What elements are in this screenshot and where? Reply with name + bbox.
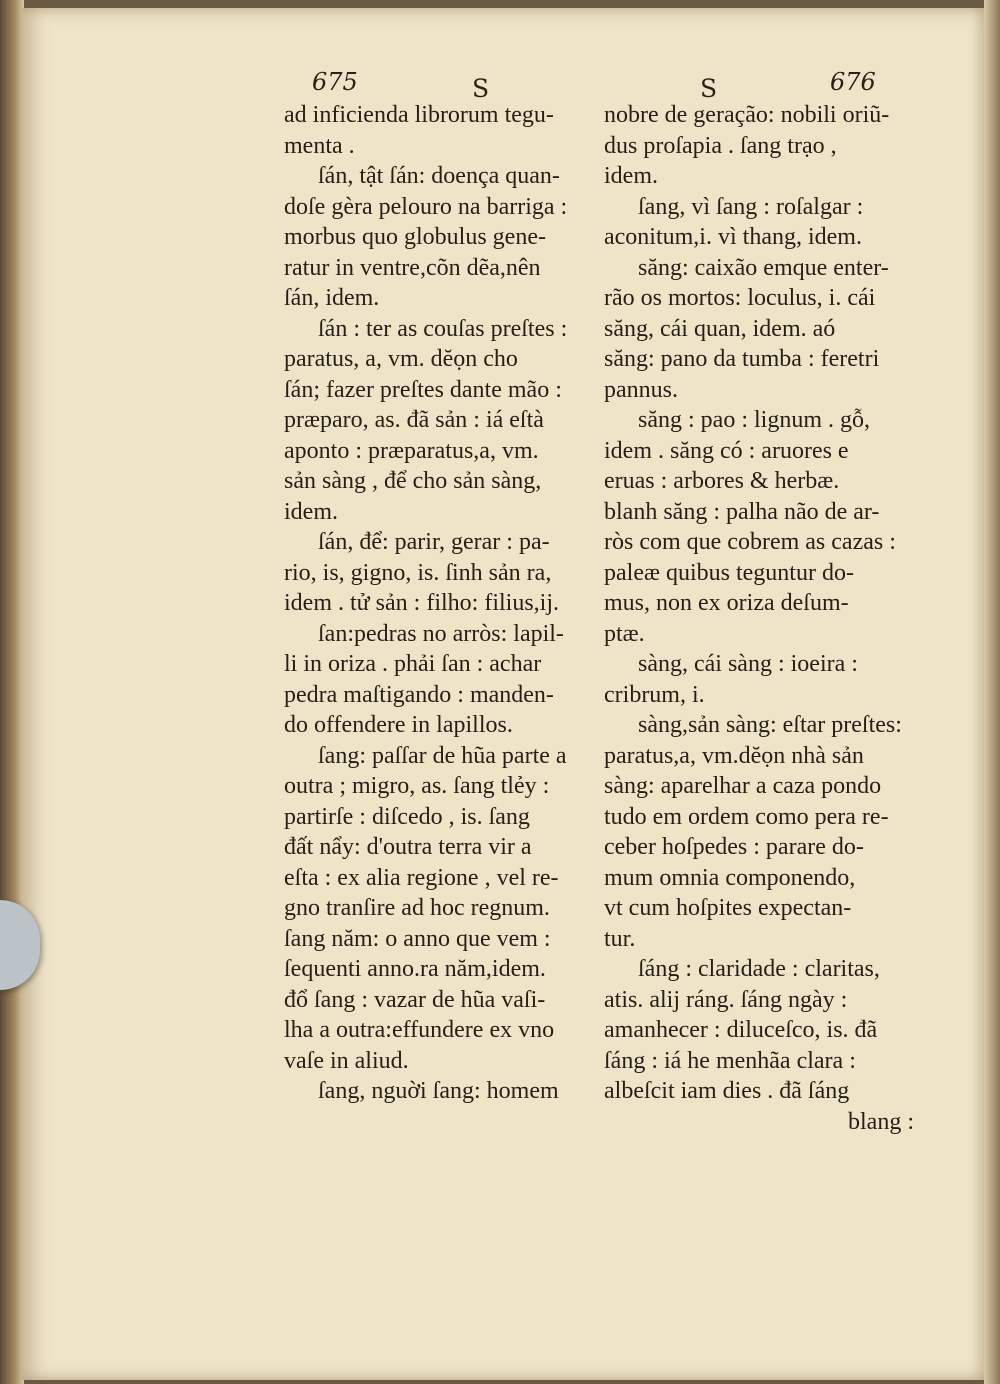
text-line: tudo em ordem como pera re- (604, 803, 889, 830)
text-line: blanh săng : palha não de ar- (604, 498, 880, 525)
text-line: paratus,a, vm.dĕọn nhà sản (604, 742, 864, 769)
running-head-left: S (472, 74, 490, 103)
text-line: ſáng : claridade : claritas, (638, 956, 880, 982)
text-line: ſán, idem. (284, 285, 380, 311)
text-line: sàng, cái sàng : ioeira : (638, 651, 858, 677)
text-line: ſán, tật ſán: doença quan- (318, 163, 560, 189)
text-line: paleæ quibus teguntur do- (604, 559, 854, 586)
text-line: do offendere in lapillos. (284, 712, 513, 738)
text-line: ad inficienda librorum tegu- (284, 102, 554, 128)
text-line: doſe gèra pelouro na barriga : (284, 193, 568, 220)
text-line: li in oriza . phải ſan : achar (284, 651, 542, 677)
running-head-right: S (700, 74, 718, 103)
text-line: vt cum hoſpites expectan- (604, 895, 852, 921)
text-line: săng, cái quan, idem. aó (604, 315, 836, 342)
text-line: vaſe in aliud. (284, 1047, 409, 1074)
text-line: ſán; fazer preſtes dante mão : (284, 376, 562, 403)
text-line: đổ ſang : vazar de hũa vaſi- (284, 986, 546, 1013)
text-line: idem . săng có : aruores e (604, 437, 849, 464)
text-line: ceber hoſpedes : parare do- (604, 834, 864, 860)
text-line: ſequenti anno.ra năm,idem. (284, 956, 546, 982)
text-line: dus proſapia . ſang trạo , (604, 132, 837, 159)
text-line: eruas : arbores & herbæ. (604, 468, 840, 494)
text-line: sản sàng , để cho sản sàng, (284, 468, 542, 494)
text-line: đất nẩy: d'outra terra vir a (284, 834, 532, 860)
text-line: ſan:pedras no arròs: lapil- (318, 620, 564, 647)
text-line: pannus. (604, 376, 678, 403)
text-line: menta . (284, 132, 355, 159)
text-line: eſta : ex alia regione , vel re- (284, 864, 559, 891)
text-line: amanhecer : diluceſco, is. đã (604, 1017, 878, 1043)
text-line: idem. (284, 498, 338, 525)
text-line: lha a outra:effundere ex vno (284, 1017, 555, 1043)
text-line: ròs com que cobrem as cazas : (604, 529, 896, 555)
text-line: ptæ. (604, 620, 645, 647)
text-line: săng: caixão emque enter- (638, 254, 889, 281)
text-line: ratur in ventre,cõn dẽa,nên (284, 254, 541, 281)
text-line: outra ; migro, as. ſang tlẻy : (284, 773, 550, 799)
text-line: ſang, vì ſang : roſalgar : (638, 193, 864, 220)
text-line: rio, is, gigno, is. ſinh sản ra, (284, 559, 552, 586)
text-line: blang : (848, 1108, 914, 1135)
right-column-text (604, 100, 914, 1137)
text-line: ſán, để: parir, gerar : pa- (318, 529, 550, 555)
text-line: idem. (604, 163, 658, 189)
text-line: ſang: paſſar de hũa parte a (318, 742, 567, 769)
text-line: præparo, as. đã sản : iá eſtà (284, 407, 544, 433)
text-line: tur. (604, 925, 636, 952)
text-line: sàng,sản sàng: eſtar preſtes: (638, 712, 902, 738)
text-line: ſang, nguời ſang: homem (318, 1078, 559, 1104)
left-column-text (284, 100, 594, 1107)
page-number-left: 675 (312, 68, 358, 96)
page-number-right: 676 (830, 68, 876, 96)
text-line: partirſe : diſcedo , is. ſang (284, 803, 530, 830)
page-edge (984, 0, 1000, 1384)
text-line: aponto : præparatus,a, vm. (284, 437, 539, 464)
text-line: cribrum, i. (604, 681, 705, 708)
text-line: idem . tử sản : filho: filius,ij. (284, 590, 559, 616)
text-line: morbus quo globulus gene- (284, 224, 546, 250)
text-line: gno tranſire ad hoc regnum. (284, 895, 550, 921)
text-line: pedra maſtigando : manden- (284, 681, 554, 708)
text-line: săng : pao : lignum . gỗ, (638, 407, 870, 433)
text-line: mus, non ex oriza deſum- (604, 590, 849, 616)
text-line: săng: pano da tumba : feretri (604, 346, 880, 372)
text-line: ſang năm: o anno que vem : (284, 925, 551, 952)
text-line: ſán : ter as couſas preſtes : (318, 315, 568, 342)
text-line: atis. alij ráng. ſáng ngày : (604, 986, 848, 1013)
text-line: ſáng : iá he menhãa clara : (604, 1047, 856, 1074)
text-line: paratus, a, vm. dĕọn cho (284, 346, 518, 372)
text-line: rão os mortos: loculus, i. cái (604, 285, 876, 311)
book-binding (0, 0, 24, 1384)
text-line: nobre de geração: nobili oriũ- (604, 102, 890, 128)
text-line: sàng: aparelhar a caza pondo (604, 773, 882, 799)
text-line: mum omnia componendo, (604, 864, 856, 891)
text-line: albeſcit iam dies . đã ſáng (604, 1078, 850, 1104)
text-line: aconitum,i. vì thang, idem. (604, 224, 862, 250)
